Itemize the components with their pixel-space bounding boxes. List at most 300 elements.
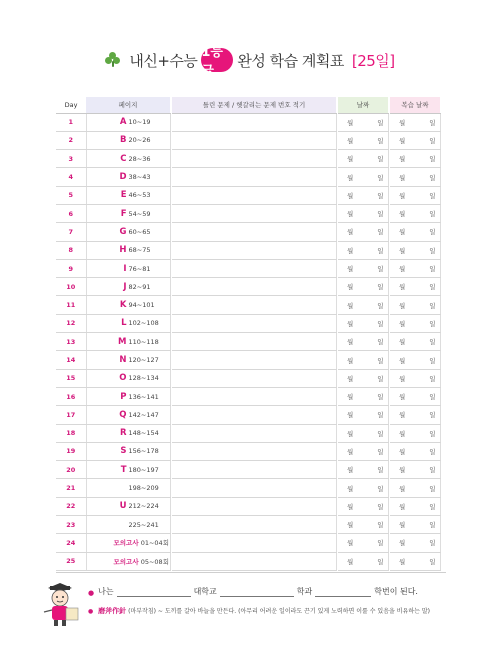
day-unit: 일: [429, 521, 436, 530]
review-date-field[interactable]: [390, 113, 440, 131]
month-unit: 월: [398, 228, 406, 237]
footer-divider: [56, 572, 446, 573]
month-unit: 월: [346, 466, 354, 475]
month-unit: 월: [346, 319, 354, 328]
header-wrong-problems: 틀린 문제 / 헷갈리는 문제 번호 적기: [172, 97, 336, 113]
department-blank[interactable]: [220, 589, 294, 597]
page-cell: [86, 461, 170, 479]
day-unit: 일: [377, 466, 384, 475]
unit-letter: E: [120, 190, 127, 201]
wrong-problems-field[interactable]: [172, 406, 336, 424]
page-cell: [86, 241, 170, 259]
date-field[interactable]: [338, 241, 388, 259]
month-unit: 월: [346, 210, 354, 219]
day-unit: 일: [377, 429, 384, 438]
review-date-field[interactable]: [390, 333, 440, 351]
wrong-problems-field[interactable]: [172, 351, 336, 369]
title-days: [25일]: [351, 51, 395, 70]
mascot-icon: [40, 582, 82, 628]
table-row: [56, 314, 440, 332]
month-unit: 월: [398, 265, 406, 274]
day-unit: 일: [377, 136, 384, 145]
day-unit: 일: [429, 319, 436, 328]
day-unit: 일: [377, 338, 384, 347]
page-range: 28~36: [128, 154, 151, 163]
wrong-problems-field[interactable]: [172, 131, 336, 149]
day-unit: 일: [429, 393, 436, 402]
page-range: 102~108: [128, 319, 159, 328]
date-field[interactable]: [338, 534, 388, 552]
table-row: [56, 241, 440, 259]
day-unit: 일: [377, 502, 384, 511]
month-unit: 월: [346, 393, 354, 402]
review-date-field[interactable]: [390, 442, 440, 460]
day-number: 9: [56, 259, 86, 277]
day-number: 1: [56, 113, 86, 131]
wrong-problems-field[interactable]: [172, 333, 336, 351]
review-date-field[interactable]: [390, 516, 440, 534]
goal-department: 학과: [296, 587, 313, 596]
table-row: [56, 204, 440, 222]
proverb-text: ~ 도끼를 갈아 바늘을 만든다. (아무리 어려운 일이라도 끈기 있게 노력하면 이룰 수 있음을 비유하는 말): [157, 608, 430, 615]
table-row: [56, 168, 440, 186]
month-unit: 월: [398, 447, 406, 456]
day-unit: 일: [429, 338, 436, 347]
page-cell: [86, 552, 170, 570]
month-unit: 월: [398, 191, 406, 200]
header-day: Day: [56, 97, 86, 113]
day-number: 24: [56, 534, 86, 552]
unit-letter: O: [119, 373, 127, 384]
date-field[interactable]: [338, 516, 388, 534]
date-field[interactable]: [338, 204, 388, 222]
unit-letter: K: [119, 300, 127, 311]
day-unit: 일: [429, 283, 436, 292]
month-unit: 월: [346, 502, 354, 511]
mock-exam-range: 05~08회: [140, 557, 169, 566]
wrong-problems-field[interactable]: [172, 278, 336, 296]
wrong-problems-field[interactable]: [172, 186, 336, 204]
review-date-field[interactable]: [390, 150, 440, 168]
page-cell: [86, 150, 170, 168]
date-field[interactable]: [338, 113, 388, 131]
page-cell: [86, 497, 170, 515]
unit-letter: D: [119, 172, 127, 183]
day-number: 8: [56, 241, 86, 259]
title-badge: 1등급: [201, 48, 233, 72]
review-date-field[interactable]: [390, 461, 440, 479]
table-row: [56, 351, 440, 369]
mock-exam-label: 모의고사: [113, 557, 139, 566]
page-range: 225~241: [128, 520, 159, 529]
day-number: 14: [56, 351, 86, 369]
table-row: [56, 552, 440, 570]
month-unit: 월: [398, 118, 406, 127]
university-blank[interactable]: [117, 589, 191, 597]
month-unit: 월: [346, 283, 354, 292]
review-date-field[interactable]: [390, 259, 440, 277]
day-unit: 일: [429, 557, 436, 566]
month-unit: 월: [398, 411, 406, 420]
page-cell: [86, 186, 170, 204]
day-unit: 일: [377, 411, 384, 420]
wrong-problems-field[interactable]: [172, 314, 336, 332]
date-field[interactable]: [338, 314, 388, 332]
wrong-problems-field[interactable]: [172, 516, 336, 534]
page-cell: [86, 534, 170, 552]
date-field[interactable]: [338, 552, 388, 570]
month-unit: 월: [398, 301, 406, 310]
day-number: 21: [56, 479, 86, 497]
review-date-field[interactable]: [390, 278, 440, 296]
proverb-reading: (마부작침): [128, 608, 156, 615]
review-date-field[interactable]: [390, 406, 440, 424]
review-date-field[interactable]: [390, 168, 440, 186]
review-date-field[interactable]: [390, 351, 440, 369]
footer-goal-line: [88, 586, 418, 597]
page-range: 136~141: [128, 392, 159, 401]
unit-letter: A: [119, 117, 127, 128]
proverb-hanja: 磨斧作針: [98, 606, 127, 615]
unit-letter: N: [119, 355, 127, 365]
date-field[interactable]: [338, 497, 388, 515]
wrong-problems-field[interactable]: [172, 223, 336, 241]
page-cell: [86, 259, 170, 277]
page-cell: [86, 204, 170, 222]
page-title: [0, 45, 500, 79]
unit-letter: U: [119, 501, 127, 512]
month-unit: 월: [398, 173, 406, 182]
table-row: [56, 259, 440, 277]
date-field[interactable]: [338, 259, 388, 277]
day-unit: 일: [429, 374, 436, 383]
page-cell: [86, 333, 170, 351]
month-unit: 월: [398, 429, 406, 438]
wrong-problems-field[interactable]: [172, 387, 336, 405]
day-number: 13: [56, 333, 86, 351]
month-unit: 월: [346, 265, 354, 274]
unit-letter: F: [120, 208, 127, 219]
wrong-problems-field[interactable]: [172, 479, 336, 497]
month-unit: 월: [346, 338, 354, 347]
wrong-problems-field[interactable]: [172, 424, 336, 442]
table-row: [56, 406, 440, 424]
page-range: 180~197: [128, 465, 159, 474]
date-field[interactable]: [338, 424, 388, 442]
review-date-field[interactable]: [390, 387, 440, 405]
day-unit: 일: [429, 502, 436, 511]
unit-letter: C: [120, 153, 127, 164]
month-unit: 월: [398, 356, 406, 365]
wrong-problems-field[interactable]: [172, 461, 336, 479]
day-unit: 일: [429, 484, 436, 493]
review-date-field[interactable]: [390, 534, 440, 552]
page-cell: [86, 442, 170, 460]
wrong-problems-field[interactable]: [172, 150, 336, 168]
table-row: [56, 150, 440, 168]
day-unit: 일: [429, 447, 436, 456]
page-cell: [86, 314, 170, 332]
month-unit: 월: [398, 466, 406, 475]
day-unit: 일: [429, 429, 436, 438]
date-field[interactable]: [338, 150, 388, 168]
page-range: 156~178: [128, 447, 159, 456]
day-number: 17: [56, 406, 86, 424]
day-unit: 일: [377, 210, 384, 219]
day-unit: 일: [429, 210, 436, 219]
day-unit: 일: [429, 136, 436, 145]
date-field[interactable]: [338, 369, 388, 387]
page-cell: [86, 351, 170, 369]
day-unit: 일: [377, 173, 384, 182]
wrong-problems-field[interactable]: [172, 113, 336, 131]
title-part1: 내신+수능: [129, 51, 198, 70]
month-unit: 월: [346, 484, 354, 493]
wrong-problems-field[interactable]: [172, 259, 336, 277]
day-unit: 일: [429, 466, 436, 475]
table-row: [56, 534, 440, 552]
table-row: [56, 461, 440, 479]
day-number: 3: [56, 150, 86, 168]
page-cell: [86, 113, 170, 131]
date-field[interactable]: [338, 296, 388, 314]
day-unit: 일: [377, 155, 384, 164]
month-unit: 월: [398, 502, 406, 511]
month-unit: 월: [346, 228, 354, 237]
date-field[interactable]: [338, 168, 388, 186]
unit-letter: S: [120, 446, 127, 457]
table-header-row: [56, 97, 440, 113]
review-date-field[interactable]: [390, 497, 440, 515]
month-unit: 월: [398, 557, 406, 566]
day-unit: 일: [377, 191, 384, 200]
day-number: 23: [56, 516, 86, 534]
month-unit: 월: [346, 155, 354, 164]
table-row: [56, 186, 440, 204]
unit-letter: T: [120, 464, 127, 475]
unit-letter: G: [119, 226, 127, 237]
wrong-problems-field[interactable]: [172, 534, 336, 552]
date-field[interactable]: [338, 479, 388, 497]
table-row: [56, 369, 440, 387]
page-range: 212~224: [128, 502, 159, 511]
day-number: 22: [56, 497, 86, 515]
day-number: 4: [56, 168, 86, 186]
month-unit: 월: [346, 246, 354, 255]
table-row: [56, 131, 440, 149]
day-unit: 일: [429, 155, 436, 164]
unit-letter: P: [120, 391, 127, 402]
table-row: [56, 333, 440, 351]
unit-letter: Q: [119, 409, 127, 420]
month-unit: 월: [346, 557, 354, 566]
day-unit: 일: [429, 301, 436, 310]
wrong-problems-field[interactable]: [172, 552, 336, 570]
page-cell: [86, 223, 170, 241]
date-field[interactable]: [338, 223, 388, 241]
page-cell: [86, 131, 170, 149]
study-plan-table: [56, 97, 441, 571]
wrong-problems-field[interactable]: [172, 241, 336, 259]
page-range: 68~75: [128, 246, 151, 255]
date-field[interactable]: [338, 406, 388, 424]
date-field[interactable]: [338, 333, 388, 351]
month-unit: 월: [398, 210, 406, 219]
day-number: 12: [56, 314, 86, 332]
wrong-problems-field[interactable]: [172, 497, 336, 515]
review-date-field[interactable]: [390, 241, 440, 259]
day-unit: 일: [377, 301, 384, 310]
day-unit: 일: [377, 484, 384, 493]
table-row: [56, 223, 440, 241]
day-unit: 일: [429, 228, 436, 237]
goal-student: 학번이 된다.: [374, 587, 418, 596]
table-row: [56, 442, 440, 460]
date-field[interactable]: [338, 278, 388, 296]
page-cell: [86, 479, 170, 497]
day-number: 15: [56, 369, 86, 387]
month-unit: 월: [346, 356, 354, 365]
day-unit: 일: [377, 118, 384, 127]
page-cell: [86, 424, 170, 442]
table-row: [56, 497, 440, 515]
wrong-problems-field[interactable]: [172, 204, 336, 222]
clover-icon: [105, 52, 121, 68]
month-unit: 월: [398, 338, 406, 347]
day-unit: 일: [377, 265, 384, 274]
table-row: [56, 113, 440, 131]
day-number: 7: [56, 223, 86, 241]
month-unit: 월: [398, 155, 406, 164]
page-range: 60~65: [128, 227, 151, 236]
footer-proverb-line: [88, 606, 430, 616]
month-unit: 월: [346, 118, 354, 127]
table-row: [56, 296, 440, 314]
day-number: 2: [56, 131, 86, 149]
page-range: 54~59: [128, 209, 151, 218]
date-field[interactable]: [338, 387, 388, 405]
day-unit: 일: [377, 374, 384, 383]
day-unit: 일: [429, 356, 436, 365]
month-unit: 월: [398, 539, 406, 548]
page-cell: [86, 296, 170, 314]
review-date-field[interactable]: [390, 369, 440, 387]
unit-letter: M: [118, 336, 127, 347]
month-unit: 월: [398, 393, 406, 402]
day-number: 20: [56, 461, 86, 479]
unit-letter: H: [119, 245, 127, 256]
review-date-field[interactable]: [390, 131, 440, 149]
review-date-field[interactable]: [390, 424, 440, 442]
page-range: 120~127: [128, 356, 159, 364]
date-field[interactable]: [338, 461, 388, 479]
unit-letter: J: [123, 281, 127, 292]
review-date-field[interactable]: [390, 223, 440, 241]
month-unit: 월: [346, 411, 354, 420]
day-number: 5: [56, 186, 86, 204]
month-unit: 월: [398, 374, 406, 383]
day-unit: 일: [429, 265, 436, 274]
bullet-icon: ●: [88, 608, 94, 615]
day-unit: 일: [377, 539, 384, 548]
goal-university: 대학교: [193, 587, 217, 596]
wrong-problems-field[interactable]: [172, 442, 336, 460]
month-unit: 월: [346, 191, 354, 200]
title-part2: 완성 학습 계획표: [237, 51, 344, 70]
review-date-field[interactable]: [390, 204, 440, 222]
month-unit: 월: [398, 484, 406, 493]
date-field[interactable]: [338, 186, 388, 204]
day-number: 18: [56, 424, 86, 442]
date-field[interactable]: [338, 351, 388, 369]
table-row: [56, 516, 440, 534]
day-unit: 일: [377, 319, 384, 328]
wrong-problems-field[interactable]: [172, 168, 336, 186]
page-range: 20~26: [128, 136, 151, 145]
review-date-field[interactable]: [390, 296, 440, 314]
month-unit: 월: [346, 539, 354, 548]
month-unit: 월: [398, 136, 406, 145]
page-range: 94~101: [128, 301, 155, 310]
review-date-field[interactable]: [390, 552, 440, 570]
table-row: [56, 479, 440, 497]
mock-exam-label: 모의고사: [113, 539, 139, 548]
day-unit: 일: [377, 557, 384, 566]
header-date: 날짜: [338, 97, 388, 113]
page-cell: [86, 406, 170, 424]
day-unit: 일: [377, 356, 384, 365]
date-field[interactable]: [338, 131, 388, 149]
month-unit: 월: [346, 429, 354, 438]
day-unit: 일: [429, 118, 436, 127]
month-unit: 월: [346, 136, 354, 145]
review-date-field[interactable]: [390, 314, 440, 332]
date-field[interactable]: [338, 442, 388, 460]
mock-exam-range: 01~04회: [140, 539, 169, 548]
page-range: 38~43: [128, 173, 151, 182]
table-row: [56, 424, 440, 442]
review-date-field[interactable]: [390, 186, 440, 204]
review-date-field[interactable]: [390, 479, 440, 497]
page-range: 110~118: [128, 337, 159, 346]
wrong-problems-field[interactable]: [172, 369, 336, 387]
goal-prefix: 나는: [98, 587, 114, 596]
page-range: 76~81: [128, 264, 151, 273]
page-cell: [86, 168, 170, 186]
unit-letter: L: [121, 318, 127, 329]
page-cell: [86, 387, 170, 405]
wrong-problems-field[interactable]: [172, 296, 336, 314]
page-range: 198~209: [128, 484, 159, 493]
day-unit: 일: [377, 393, 384, 402]
day-unit: 일: [429, 246, 436, 255]
month-unit: 월: [346, 173, 354, 182]
student-id-blank[interactable]: [315, 589, 371, 597]
month-unit: 월: [398, 319, 406, 328]
unit-letter: I: [123, 263, 127, 274]
page-range: 148~154: [128, 429, 159, 438]
day-unit: 일: [377, 246, 384, 255]
unit-letter: R: [119, 428, 127, 439]
month-unit: 월: [346, 447, 354, 456]
page-cell: [86, 369, 170, 387]
month-unit: 월: [346, 301, 354, 310]
bullet-icon: ●: [88, 589, 95, 597]
month-unit: 월: [398, 246, 406, 255]
unit-letter: B: [120, 135, 127, 146]
day-unit: 일: [429, 539, 436, 548]
page-range: 82~91: [128, 282, 151, 291]
